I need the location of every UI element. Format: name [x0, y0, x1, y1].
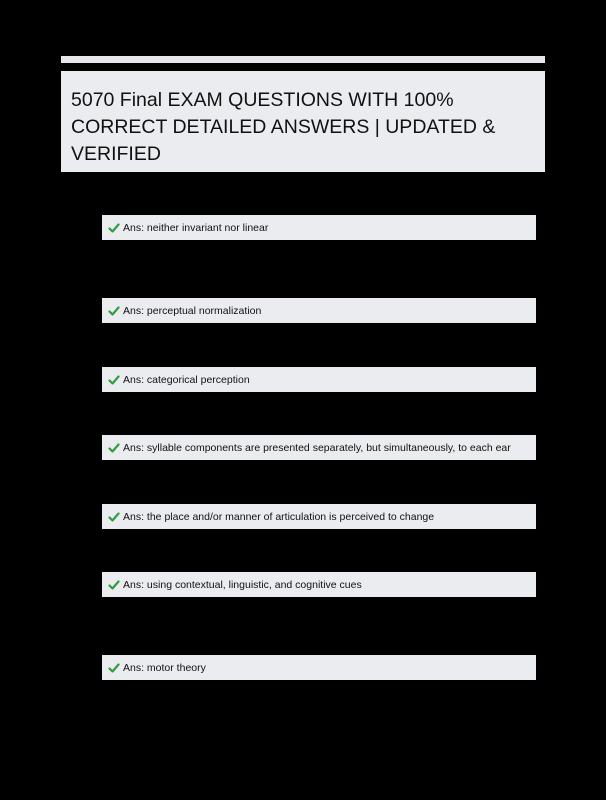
title-box: [61, 71, 545, 172]
page-title: 5070 Final EXAM QUESTIONS WITH 100% CORRECT DETAILED ANSWERS | UPDATED & VERIFIED: [71, 89, 496, 165]
check-icon: [108, 511, 120, 523]
check-icon: [108, 662, 120, 674]
answer-text: Ans: neither invariant nor linear: [123, 221, 269, 234]
answer-text: Ans: categorical perception: [123, 373, 250, 386]
answer-item: [102, 298, 536, 323]
header-rule: [61, 56, 545, 63]
answer-text: Ans: syllable components are presented separately, but simultaneously, to each ear: [123, 441, 511, 454]
answer-item: [102, 655, 536, 680]
answer-item: [102, 572, 536, 597]
answer-text: Ans: the place and/or manner of articulation is perceived to change: [123, 510, 435, 523]
answer-item: [102, 367, 536, 392]
check-icon: [108, 305, 120, 317]
check-icon: [108, 579, 120, 591]
answer-text: Ans: using contextual, linguistic, and cognitive cues: [123, 578, 362, 591]
check-icon: [108, 374, 120, 386]
answer-text: Ans: motor theory: [123, 661, 206, 674]
answer-item: [102, 215, 536, 240]
check-icon: [108, 442, 120, 454]
check-icon: [108, 222, 120, 234]
answer-item: [102, 435, 536, 460]
answer-text: Ans: perceptual normalization: [123, 304, 262, 317]
answer-item: [102, 504, 536, 529]
